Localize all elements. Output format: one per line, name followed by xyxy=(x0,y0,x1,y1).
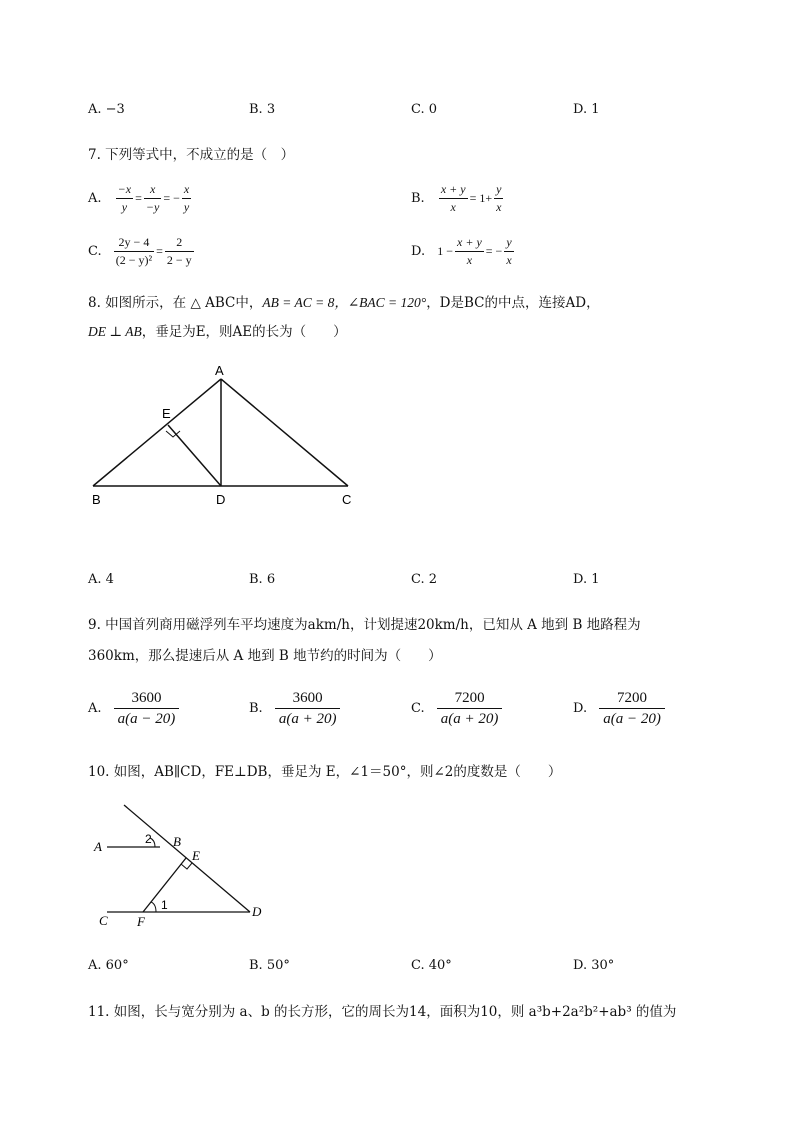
q7-d-frac2: $\frac{y}{x}$ xyxy=(506,235,512,267)
q10-label-angle-1: 1 xyxy=(161,898,168,912)
q8-label-e: E xyxy=(162,406,171,421)
q7-option-b: B. $\frac{x + y}{x}$ = 1+ $\frac{y}{x}$ xyxy=(411,182,502,214)
q6-option-c: C. 0 xyxy=(411,102,438,117)
q7-option-a: A. $\frac{-x}{y}$ = $\frac{x}{-y}$ = − $\frac{x}{y}$ xyxy=(88,182,190,214)
q10-option-b: B. 50° xyxy=(249,958,290,973)
q6-option-a: A. −3 xyxy=(88,102,125,117)
q7-a-frac2: $\frac{x}{-y}$ xyxy=(145,182,160,214)
q10-angle-1-arc xyxy=(151,902,156,912)
q9-a-fraction: $\frac{3600}{a(a - 20)}$ xyxy=(114,688,180,729)
q8-option-a: A. 4 xyxy=(88,572,114,587)
q9-option-b: B. $\frac{3600}{a(a + 20)}$ xyxy=(249,688,342,729)
q11-stem: 11. 如图，长与宽分别为 a、b 的长方形，它的周长为14，面积为10，则 a³b+2a²b²+ab³ 的值为 xyxy=(88,1004,677,1020)
q10-label-c: C xyxy=(99,913,108,928)
q7-b-label: B. xyxy=(411,191,425,206)
q7-stem: 7. 下列等式中，不成立的是（ ） xyxy=(88,147,295,163)
q8-option-b: B. 6 xyxy=(249,572,276,587)
q8-stem-line1: 8. 如图所示，在 △ ABC中，AB = AC = 8，∠BAC = 120°，D是BC的中点，连接AD， xyxy=(88,295,600,311)
q7-c-frac2: $\frac{2}{2 - y}$ xyxy=(166,235,192,267)
q10-label-d: D xyxy=(252,904,262,919)
q10-label-angle-2: 2 xyxy=(145,832,152,846)
q10-label-a: A xyxy=(94,839,102,854)
q7-c-frac1: $\frac{2y - 4}{\text{(2 − y)²}}$ xyxy=(115,235,153,267)
q9-option-c: C. $\frac{7200}{a(a + 20)}$ xyxy=(411,688,504,729)
q6-option-b: B. 3 xyxy=(249,102,276,117)
q7-b-frac1: $\frac{x + y}{x}$ xyxy=(440,182,466,214)
q9-stem-line2: 360km，那么提速后从 A 地到 B 地节约的时间为（ ） xyxy=(88,648,442,664)
q10-label-e: E xyxy=(192,848,200,863)
q7-a-frac3: $\frac{x}{y}$ xyxy=(183,182,190,214)
q8-label-c: C xyxy=(342,492,352,507)
q8-stem-line2: DE ⊥ AB，垂足为E，则AE的长为（ ） xyxy=(88,324,347,340)
q8-segment-ac xyxy=(221,379,348,486)
q7-option-d: D. 1 − $\frac{x + y}{x}$ = − $\frac{y}{x}$ xyxy=(411,235,512,267)
q7-option-c: C. $\frac{2y - 4}{\text{(2 − y)²}}$ = $\frac{2}{2 - y}$ xyxy=(88,235,192,267)
q9-stem-line1: 9. 中国首列商用磁浮列车平均速度为akm/h，计划提速20km/h，已知从 A 地到 B 地路程为 xyxy=(88,617,641,633)
q10-stem: 10. 如图，AB∥CD，FE⊥DB，垂足为 E，∠1＝50°，则∠2的度数是（ ） xyxy=(88,764,562,780)
q10-option-a: A. 60° xyxy=(88,958,129,973)
q9-b-fraction: $\frac{3600}{a(a + 20)}$ xyxy=(275,688,341,729)
q7-c-label: C. xyxy=(88,244,102,259)
q10-option-d: D. 30° xyxy=(573,958,615,973)
q9-option-a: A. $\frac{3600}{a(a - 20)}$ xyxy=(88,688,181,729)
q7-d-frac1: $\frac{x + y}{x}$ xyxy=(457,235,482,267)
q10-label-f: F xyxy=(137,914,145,929)
q10-figure xyxy=(107,805,250,912)
q10-line-bd xyxy=(124,805,250,912)
q8-label-b: B xyxy=(92,492,101,507)
q8-label-a: A xyxy=(215,363,224,378)
q7-a-label: A. xyxy=(88,191,102,206)
q10-label-b: B xyxy=(173,834,181,849)
q10-right-angle-mark xyxy=(181,863,192,869)
q9-c-fraction: $\frac{7200}{a(a + 20)}$ xyxy=(437,688,503,729)
q6-option-d: D. 1 xyxy=(573,102,600,117)
q7-a-frac1: $\frac{-x}{y}$ xyxy=(117,182,132,214)
q8-option-d: D. 1 xyxy=(573,572,600,587)
q10-option-c: C. 40° xyxy=(411,958,452,973)
q7-b-frac2: $\frac{y}{x}$ xyxy=(496,182,502,214)
q8-segment-ab xyxy=(93,379,221,486)
q9-d-fraction: $\frac{7200}{a(a - 20)}$ xyxy=(599,688,665,729)
q8-triangle-figure xyxy=(93,379,348,486)
q7-d-label: D. xyxy=(411,244,426,259)
q8-option-c: C. 2 xyxy=(411,572,438,587)
q9-option-d: D. $\frac{7200}{a(a - 20)}$ xyxy=(573,688,667,729)
q8-label-d: D xyxy=(216,492,226,507)
